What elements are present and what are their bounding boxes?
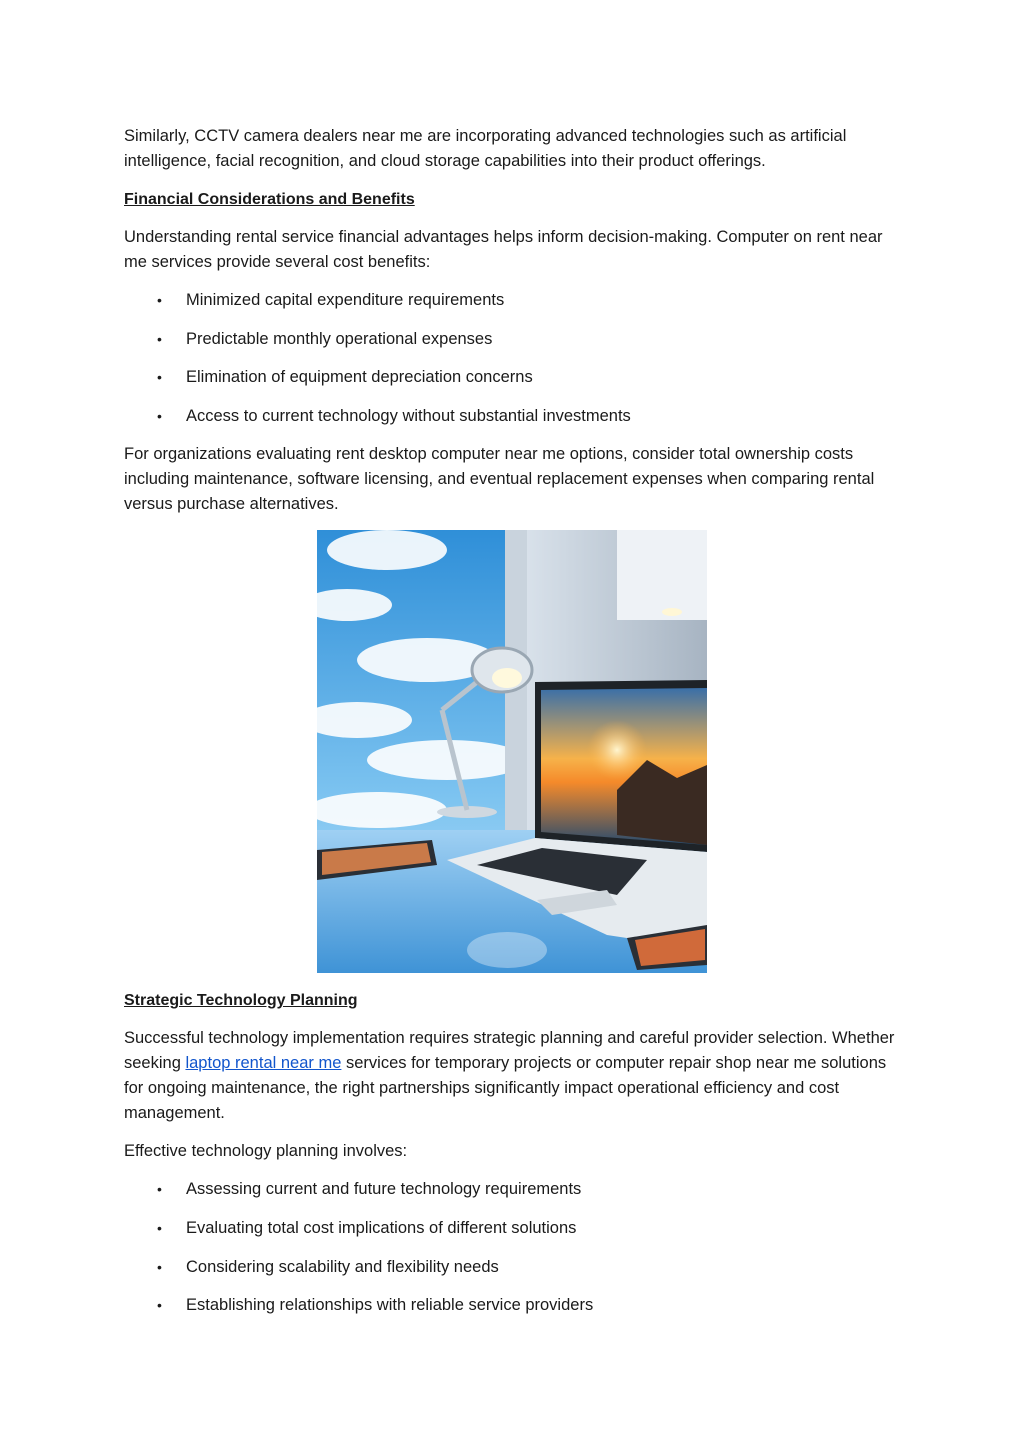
bullet-icon: • [157, 407, 162, 424]
document-body [124, 124, 909, 1332]
list-item: • Evaluating total cost implications of different solutions [124, 1216, 909, 1241]
bullet-icon: • [157, 292, 162, 308]
laptop-desk-photo [317, 530, 707, 973]
list-item: • Considering scalability and flexibility needs [124, 1255, 909, 1280]
paragraph-implementation: Successful technology implementation requires strategic planning and careful provider selection. Whether seeking laptop rental near me services for temporary projects or computer repair shop near me solutions for ongoing maintenance, the right partnerships significantly impact operational efficiency and cost management. [124, 1029, 895, 1123]
heading-financial-considerations: Financial Considerations and Benefits [124, 191, 415, 208]
list-item: • Elimination of equipment depreciation concerns [124, 365, 909, 390]
bullet-icon: • [157, 1181, 162, 1198]
paragraph-ownership-costs: For organizations evaluating rent desktop computer near me options, consider total ownership costs including maintenance, software licensing, and eventual replacement expenses when comparing rental versus purchase alternatives. [124, 445, 875, 514]
list-item: • Minimized capital expenditure requirements [124, 288, 909, 313]
bullet-icon: • [157, 369, 162, 386]
list-item: • Predictable monthly operational expenses [124, 327, 909, 352]
bullet-icon: • [157, 1258, 162, 1275]
list-item: • Establishing relationships with reliable service providers [124, 1293, 909, 1318]
paragraph-planning-involves: Effective technology planning involves: [124, 1142, 408, 1161]
bullet-icon: • [157, 1297, 162, 1314]
planning-list [124, 1177, 909, 1318]
paragraph-rental-advantages: Understanding rental service financial advantages helps inform decision-making. Computer on rent near me services provide several cost benefits: [124, 228, 883, 271]
heading-strategic-planning: Strategic Technology Planning [124, 992, 358, 1010]
bullet-icon: • [157, 330, 162, 347]
benefits-list [124, 288, 909, 429]
list-item: • Access to current technology without substantial investments [124, 404, 909, 429]
list-item: • Assessing current and future technology requirements [124, 1177, 909, 1202]
paragraph-cctv: Similarly, CCTV camera dealers near me are incorporating advanced technologies such as artificial intelligence, facial recognition, and cloud storage capabilities into their product offerings. [124, 127, 847, 170]
laptop-rental-link[interactable]: laptop rental near me [185, 1054, 342, 1073]
bullet-icon: • [157, 1219, 162, 1236]
